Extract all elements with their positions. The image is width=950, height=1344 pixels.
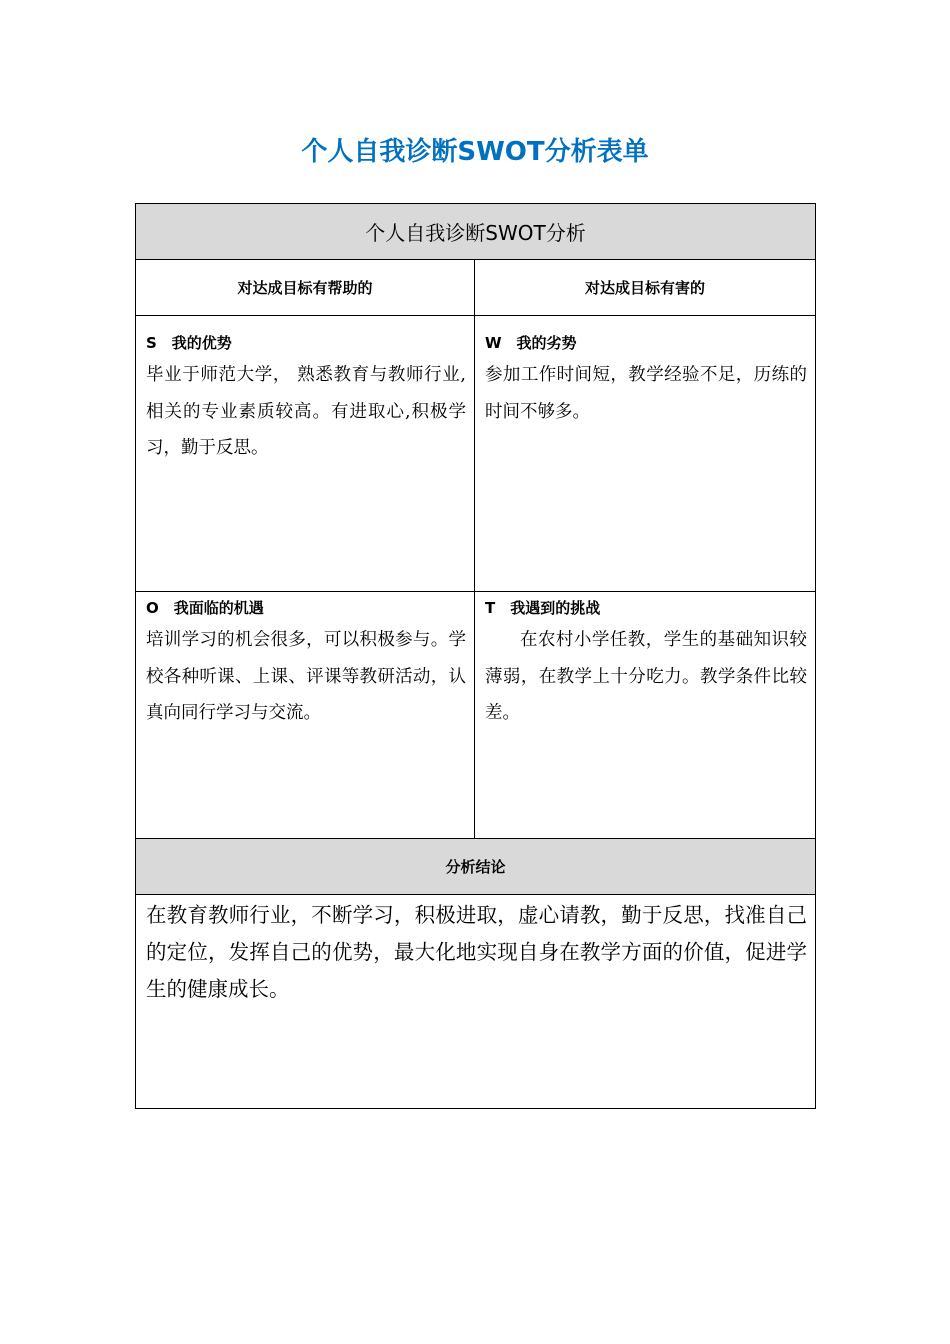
opportunities-cell [136,592,475,839]
weaknesses-text: 参加工作时间短，教学经验不足，历练的时间不够多。 [485,365,807,422]
weaknesses-cell [475,316,815,592]
strengths-heading: S 我的优势 [146,334,232,352]
table-header: 个人自我诊断SWOT分析 [136,204,815,260]
page-title: 个人自我诊断SWOT分析表单 [301,137,649,167]
strengths-cell [136,316,475,592]
threats-text: 在农村小学任教，学生的基础知识较薄弱，在教学上十分吃力。教学条件比较差。 [485,630,807,723]
helpful-column-header: 对达成目标有帮助的 [136,260,475,316]
weaknesses-heading: W 我的劣势 [485,334,577,352]
harmful-column-header: 对达成目标有害的 [475,260,815,316]
threats-cell [475,592,815,839]
swot-table [135,203,816,1109]
conclusion-text: 在教育教师行业，不断学习，积极进取，虚心请教，勤于反思，找准自己的定位，发挥自己的优势，最大化地实现自身在教学方面的价值，促进学生的健康成长。 [146,903,807,1001]
opportunities-text: 培训学习的机会很多，可以积极参与。学校各种听课、上课、评课等教研活动，认真向同行学习与交流。 [146,630,466,723]
threats-heading: T 我遇到的挑战 [485,599,601,617]
conclusion-header: 分析结论 [136,839,815,895]
opportunities-heading: O 我面临的机遇 [146,599,264,617]
strengths-text: 毕业于师范大学， 熟悉教育与教师行业,相关的专业素质较高。有进取心,积极学习，勤于反思。 [146,365,466,458]
